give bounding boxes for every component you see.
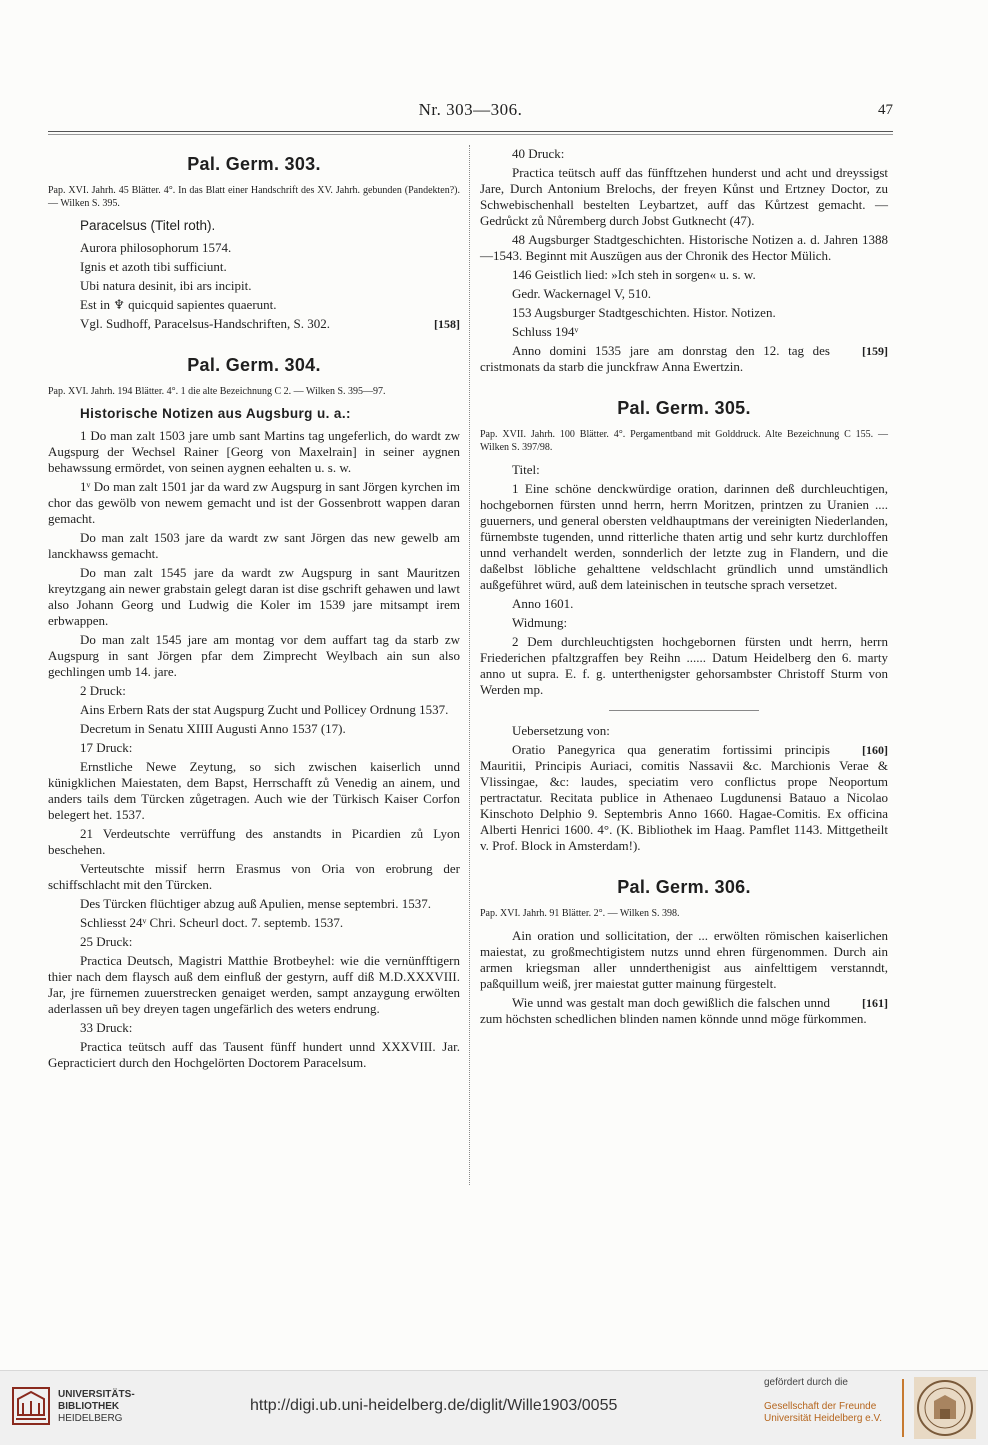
text-content: Aurora philosophorum 1574. xyxy=(80,240,232,255)
section-separator xyxy=(609,710,759,711)
paragraph xyxy=(48,1039,460,1071)
manuscript-description xyxy=(480,907,888,920)
text-content: Pal. Germ. 305. xyxy=(617,398,751,418)
library-name-line2: BIBLIOTHEK xyxy=(58,1401,120,1412)
catalog-entry-heading xyxy=(480,400,888,416)
entry-reference-number: [161] xyxy=(862,996,888,1010)
text-content: Oratio Panegyrica qua generatim fortissimi principis Mauritii, Principis Auriaci, comitis Nassavii &c. Marchionis Verae & Vlissingae, &c: laudes, speciatim vero conflictus prope Neoportum pertractatur. Recitata publice in Athenaeo Lugdunensi Batauo a Nicolao Kinschoto Delphio 9. Septembris Anno 1660. Hagae-Comitis. Ex officina Alberti Henrici 1600. 4°. (K. Bibliothek im Haag. Pamflet 1143. Mittgetheilt v. Prof. Block in Amsterdam!). xyxy=(480,742,888,853)
content-subheading xyxy=(80,218,460,234)
text-content: Ain oration und sollicitation, der ... erwölten römischen kaiserlichen maiestat, zu großmechtigistem nutzs unnd ehren fürgenommen. Durch ain armen kriegsman aller unnderthenigist aus ainfelttigem verstanndt, paßquillum weiß, jrer maiestat gutter mainung fürgestelt. xyxy=(480,928,888,991)
paragraph xyxy=(48,915,460,931)
text-content: 33 Druck: xyxy=(80,1020,133,1035)
paragraph xyxy=(48,759,460,823)
paragraph xyxy=(480,462,888,478)
paragraph xyxy=(48,721,460,737)
text-content: Pap. XVII. Jahrh. 100 Blätter. 4°. Pergamentband mit Golddruck. Alte Bezeichnung C 155. — Wilken S. 397/98. xyxy=(480,429,888,453)
text-content: Decretum in Senatu XIIII Augusti Anno 1537 (17). xyxy=(80,721,346,736)
paragraph xyxy=(480,267,888,283)
text-content: Historische Notizen aus Augsburg u. a.: xyxy=(80,406,351,421)
text-content: 1ᵛ Do man zalt 1501 jar da ward zw Augspurg in sant Jörgen kyrchen im chor das gewölb von newem gemacht und ist der Gossenbrott wappen daran gemacht. xyxy=(48,479,460,526)
paragraph xyxy=(480,615,888,631)
page-number: 47 xyxy=(878,102,893,118)
text-line xyxy=(48,297,460,313)
paragraph xyxy=(48,530,460,562)
library-name[interactable] xyxy=(58,1389,135,1425)
text-content: 40 Druck: xyxy=(512,146,565,161)
text-content: Schluss 194ᵛ xyxy=(512,324,579,339)
paragraph xyxy=(480,305,888,321)
text-content: 48 Augsburger Stadtgeschichten. Historische Notizen a. d. Jahren 1388—1543. Beginnt mit Auszügen aus der Chronik des Hector Mülich. xyxy=(480,232,888,263)
paragraph xyxy=(480,723,888,739)
paragraph xyxy=(48,428,460,476)
paragraph xyxy=(48,632,460,680)
paragraph xyxy=(48,896,460,912)
library-name-line3: HEIDELBERG xyxy=(58,1413,123,1424)
library-logo-icon[interactable] xyxy=(12,1387,50,1425)
text-content: 146 Geistlich lied: »Ich steh in sorgen« u. s. w. xyxy=(512,267,756,282)
text-content: Verteutschte missif herrn Erasmus von Oria von erobrung der schiffschlacht mit den Türcken. xyxy=(48,861,460,892)
left-column xyxy=(48,150,460,1074)
entry-reference-number: [160] xyxy=(862,743,888,757)
text-content: Practica teütsch auff das Tausent fünff hundert unnd XXXVIII. Jar. Gepracticiert durch den Hochgelörten Doctorem Paracelsum. xyxy=(48,1039,460,1070)
paragraph xyxy=(48,861,460,893)
text-content: Ernstliche Newe Zeytung, so sich zwischen kaiserlich unnd künigklichen Maiestaten, dem Bapst, Herrschafft zů Venedig an ainem, und anders tails dem Türcken zůgetragen. Auch wie der Türkisch Kaiser Corfon belegert het. 1537. xyxy=(48,759,460,822)
manuscript-description xyxy=(48,184,460,210)
text-content: Ains Erbern Rats der stat Augspurg Zucht und Pollicey Ordnung 1537. xyxy=(80,702,449,717)
paragraph xyxy=(48,479,460,527)
paragraph xyxy=(48,934,460,950)
text-content: 2 Druck: xyxy=(80,683,126,698)
paragraph xyxy=(480,928,888,992)
library-name-line1: UNIVERSITÄTS- xyxy=(58,1389,135,1400)
paragraph xyxy=(480,146,888,162)
paragraph xyxy=(480,596,888,612)
catalog-entry-heading xyxy=(48,357,460,373)
sponsor-name-line1: Gesellschaft der Freunde xyxy=(764,1401,877,1412)
permalink-url[interactable]: http://digi.ub.uni-heidelberg.de/diglit/Wille1903/0055 xyxy=(250,1397,618,1414)
text-content: 1 Do man zalt 1503 jare umb sant Martins tag ungeferlich, do wardt zw Augspurg der Wechsel Rainer [Georg von Maxelrain] in seiner aygnen behawssung ermördet, von seinen aygnen eehalten u. s. w. xyxy=(48,428,460,475)
header-rule-thin xyxy=(48,134,893,135)
paragraph xyxy=(480,286,888,302)
text-content: Gedr. Wackernagel V, 510. xyxy=(512,286,652,301)
text-content: Paracelsus (Titel roth). xyxy=(80,218,216,233)
text-content: Pal. Germ. 306. xyxy=(617,877,751,897)
paragraph xyxy=(480,232,888,264)
text-content: 153 Augsburger Stadtgeschichten. Histor. Notizen. xyxy=(512,305,776,320)
text-line xyxy=(48,316,460,332)
text-content: Ignis et azoth tibi sufficiunt. xyxy=(80,259,227,274)
text-content: Wie unnd was gestalt man doch gewißlich die falschen unnd zum höchsten schedlichen blinden namen könnde unnd möge fürkommen. xyxy=(480,995,867,1026)
column-divider xyxy=(469,145,470,1185)
text-content: 21 Verdeutschte verrüffung des anstandts in Picardien zů Lyon beschehen. xyxy=(48,826,460,857)
content-subheading xyxy=(80,406,460,422)
manuscript-description xyxy=(48,385,460,398)
text-line xyxy=(48,240,460,256)
paragraph xyxy=(48,683,460,699)
catalog-entry-heading xyxy=(480,879,888,895)
text-content: Anno 1601. xyxy=(512,596,574,611)
text-content: Pap. XVI. Jahrh. 45 Blätter. 4°. In das Blatt einer Handschrift des XV. Jahrh. gebunden (Pandekten?). — Wilken S. 395. xyxy=(48,185,460,209)
sponsor-divider xyxy=(902,1379,904,1437)
text-content: 17 Druck: xyxy=(80,740,133,755)
text-content: Pal. Germ. 304. xyxy=(187,355,321,375)
text-content: Pal. Germ. 303. xyxy=(187,154,321,174)
text-content: Est in ♆ quicquid sapientes quaerunt. xyxy=(80,297,277,312)
text-content: Pap. XVI. Jahrh. 194 Blätter. 4°. 1 die alte Bezeichnung C 2. — Wilken S. 395—97. xyxy=(48,386,386,397)
text-content: Do man zalt 1545 jare am montag vor dem auffart tag da starb zw Augspurg in sant Jörgen pfar dem Zimprecht Weylbach ain sun also gechlingen umb 14. jare. xyxy=(48,632,460,679)
paragraph xyxy=(48,565,460,629)
text-content: Schliesst 24ᵛ Chri. Scheurl doct. 7. septemb. 1537. xyxy=(80,915,344,930)
paragraph xyxy=(480,742,888,854)
text-content: Vgl. Sudhoff, Paracelsus-Handschriften, S. 302. xyxy=(80,316,330,331)
text-content: 25 Druck: xyxy=(80,934,133,949)
section-spacer xyxy=(480,378,888,394)
entry-reference-number: [159] xyxy=(862,344,888,358)
paragraph xyxy=(480,324,888,340)
text-content: Practica Deutsch, Magistri Matthie Brotbeyhel: wie die vernünfftigern thier nach dem flaysch auß dem einfluß der gestyrn, auff diß M.D.XXXVIII. Jar, jre fürnemen zuuerstrecken genaiget werden, sampt anzaygung erwölten aderlassen uñ bey dreyen tagen ungefärlich des weters endrung. xyxy=(48,953,460,1016)
text-content: Do man zalt 1545 jare da wardt zw Augspurg in sant Mauritzen kreytzgang ain newer grabstain gelegt daran ist dise gschrift gehawen und lawt also Johann Georg und Ludwig die Koler im 1539 jare mitsampt irem erbwappen. xyxy=(48,565,460,628)
running-header xyxy=(48,100,893,124)
paragraph xyxy=(48,826,460,858)
header-rule xyxy=(48,131,893,132)
manuscript-description xyxy=(480,428,888,454)
text-content: 1 Eine schöne denckwürdige oration, darinnen deß durchleuchtigen, hochgebornen fürsten unnd herrn, herrn Moritzen, printzen zu Uranien .... guuerners, und general obersten veldhauptmans der vereinigten Niederlanden, fürnembste tugenden, unnd ritterliche thaten artig und sehr kurtz durchloffen unnd verhandelt werden, sonnderlich der letzte zug in Flandern, und die daßelbst löbliche gehalttene veldschlacht gründlich unnd umständlich außgeführet würd, auß dem lateinischen in teutsche sprach versetzet. xyxy=(480,481,888,592)
section-spacer xyxy=(480,857,888,873)
paragraph xyxy=(480,165,888,229)
paragraph xyxy=(48,953,460,1017)
footer-bar xyxy=(0,1370,988,1445)
text-content: Do man zalt 1503 jare da wardt zw sant Jörgen das new gewelb am lanckhawss gemacht. xyxy=(48,530,460,561)
catalog-entry-heading xyxy=(48,156,460,172)
paragraph xyxy=(480,343,888,375)
paragraph xyxy=(48,702,460,718)
text-line xyxy=(48,259,460,275)
paragraph xyxy=(48,740,460,756)
text-content: Widmung: xyxy=(512,615,568,630)
text-content: Uebersetzung von: xyxy=(512,723,610,738)
paragraph xyxy=(480,995,888,1027)
text-content: Pap. XVI. Jahrh. 91 Blätter. 2°. — Wilken S. 398. xyxy=(480,908,680,919)
section-spacer xyxy=(48,335,460,351)
text-content: Titel: xyxy=(512,462,540,477)
paragraph xyxy=(480,634,888,698)
right-column xyxy=(480,146,888,1030)
entry-reference-number: [158] xyxy=(434,317,460,331)
text-line xyxy=(48,278,460,294)
text-content: Des Türcken flüchtiger abzug auß Apulien, mense septembri. 1537. xyxy=(80,896,432,911)
paragraph xyxy=(480,481,888,593)
sponsor-label: gefördert durch die xyxy=(764,1377,848,1388)
university-seal-icon xyxy=(912,1375,978,1441)
text-content: Practica teütsch auff das fünfftzehen hunderst und acht und dreyssigst Jare, Durch Antonium Brelochs, der freyen Kůnst und Ertzney Doctor, zu Schwebischenhall bestelten Leybartzet, auff das Kůrtzest gemacht. — Gedrůckt zů Nůremberg durch Jobst Gutknecht (47). xyxy=(480,165,888,228)
sponsor-name-line2: Universität Heidelberg e.V. xyxy=(764,1413,883,1424)
header-title: Nr. 303—306. xyxy=(418,100,523,119)
text-content: Ubi natura desinit, ibi ars incipit. xyxy=(80,278,252,293)
sponsor-block[interactable] xyxy=(764,1377,899,1425)
text-content: Anno domini 1535 jare am donrstag den 12. tag des cristmonats da starb die junckfraw Anna Ewertzin. xyxy=(480,343,830,374)
paragraph xyxy=(48,1020,460,1036)
text-content: 2 Dem durchleuchtigsten hochgebornen fürsten undt herrn, herrn Friederichen pfaltzgraffen bey Reihn ...... Datum Heidelberg den 6. marty anno ut supra. E. f. g. unterthenigster gehorsambster Christoff Sturm von Werden mp. xyxy=(480,634,888,697)
